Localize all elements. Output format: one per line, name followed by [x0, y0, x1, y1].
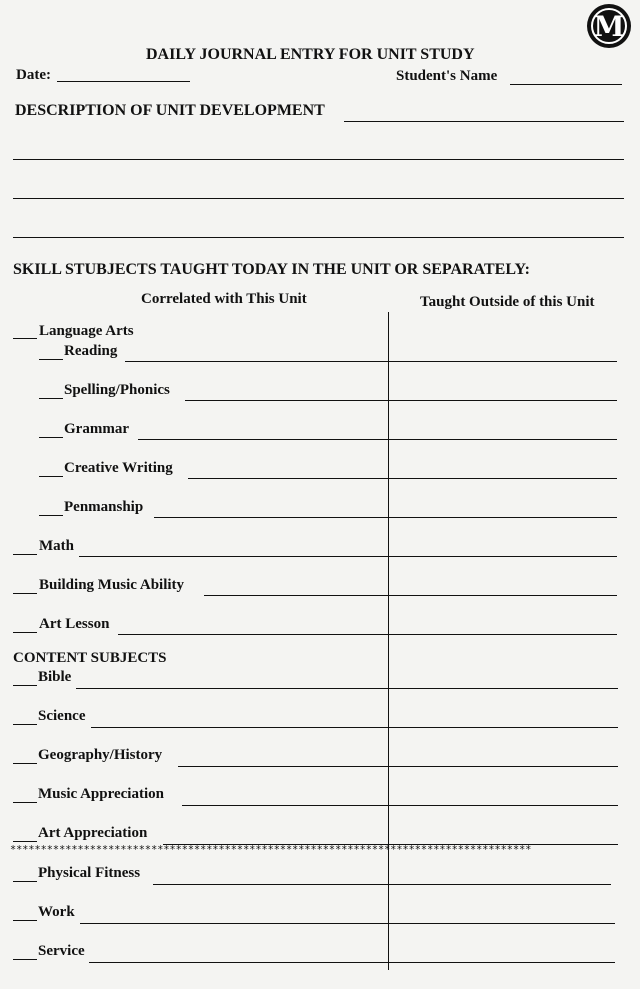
subject-label: Creative Writing [64, 460, 173, 476]
checkbox-blank[interactable] [13, 724, 37, 725]
checkbox-blank[interactable] [39, 437, 63, 438]
subject-label: Art Appreciation [38, 825, 148, 841]
checkbox-blank[interactable] [13, 959, 37, 960]
checkbox-blank[interactable] [13, 338, 37, 339]
checkbox-blank[interactable] [13, 841, 37, 842]
answer-line[interactable] [80, 923, 615, 924]
description-heading: DESCRIPTION OF UNIT DEVELOPMENT [15, 102, 325, 119]
checkbox-blank[interactable] [13, 554, 37, 555]
answer-line[interactable] [79, 556, 617, 557]
checkbox-blank[interactable] [13, 881, 37, 882]
subject-label: Bible [38, 669, 72, 685]
subject-label: Spelling/Phonics [64, 382, 170, 398]
checkbox-blank[interactable] [39, 398, 63, 399]
student-name-field[interactable] [510, 84, 622, 85]
answer-line[interactable] [154, 517, 617, 518]
checkbox-blank[interactable] [13, 920, 37, 921]
subject-label: Geography/History [38, 747, 163, 763]
answer-line[interactable] [91, 727, 618, 728]
answer-line[interactable] [125, 361, 617, 362]
language-arts-label: Language Arts [39, 323, 134, 339]
checkbox-blank[interactable] [39, 515, 63, 516]
subject-label: Building Music Ability [39, 577, 185, 593]
answer-line[interactable] [185, 400, 617, 401]
checkbox-blank[interactable] [13, 685, 37, 686]
column-outside-header: Taught Outside of this Unit [420, 294, 595, 310]
answer-line[interactable] [188, 478, 617, 479]
publisher-logo: M [587, 4, 631, 48]
star-separator: ************************************************************************************* [10, 845, 532, 856]
checkbox-blank[interactable] [13, 763, 37, 764]
description-line-4[interactable] [13, 237, 624, 238]
subject-label: Reading [64, 343, 118, 359]
column-correlated-header: Correlated with This Unit [141, 291, 307, 307]
subject-label: Work [38, 904, 75, 920]
subject-label: Art Lesson [39, 616, 110, 632]
checkbox-blank[interactable] [39, 359, 63, 360]
checkbox-blank[interactable] [13, 632, 37, 633]
form-title: DAILY JOURNAL ENTRY FOR UNIT STUDY [146, 46, 475, 63]
description-line-1[interactable] [344, 121, 624, 122]
answer-line[interactable] [76, 688, 618, 689]
description-line-2[interactable] [13, 159, 624, 160]
subject-label: Penmanship [64, 499, 144, 515]
description-line-3[interactable] [13, 198, 624, 199]
skills-heading: SKILL STUBJECTS TAUGHT TODAY IN THE UNIT OR SEPARATELY: [13, 261, 530, 278]
answer-line[interactable] [153, 884, 611, 885]
column-divider [388, 312, 389, 970]
answer-line[interactable] [204, 595, 617, 596]
date-field[interactable] [57, 81, 190, 82]
answer-line[interactable] [118, 634, 617, 635]
subject-label: Service [38, 943, 85, 959]
subject-label: Grammar [64, 421, 129, 437]
answer-line[interactable] [182, 805, 618, 806]
subject-label: Science [38, 708, 86, 724]
answer-line[interactable] [178, 766, 618, 767]
checkbox-blank[interactable] [13, 593, 37, 594]
subject-label: Math [39, 538, 74, 554]
answer-line[interactable] [138, 439, 617, 440]
answer-line[interactable] [89, 962, 615, 963]
student-name-label: Student's Name [396, 68, 498, 84]
checkbox-blank[interactable] [39, 476, 63, 477]
subject-label: Physical Fitness [38, 865, 141, 881]
content-heading: CONTENT SUBJECTS [13, 650, 167, 666]
checkbox-blank[interactable] [13, 802, 37, 803]
subject-label: Music Appreciation [38, 786, 164, 802]
date-label: Date: [16, 67, 51, 83]
